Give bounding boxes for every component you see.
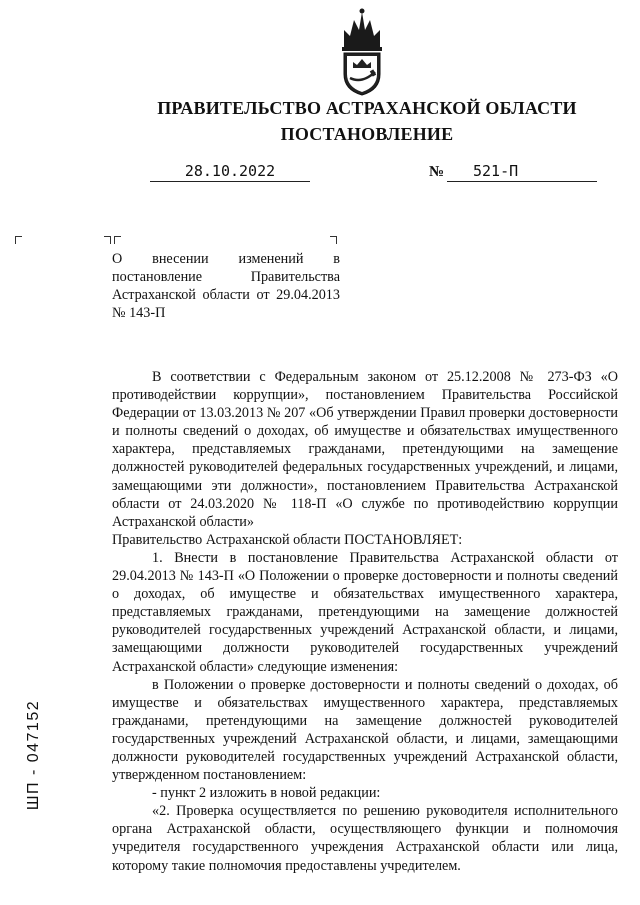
document-subject: О внесении изменений в постановление Правительства Астраханской области от 29.04.2013 № 143-П [112, 251, 340, 321]
organization-name: ПРАВИТЕЛЬСТВО АСТРАХАНСКОЙ ОБЛАСТИ [157, 98, 577, 118]
number-label: № [429, 164, 445, 180]
body-paragraph-2: в Положении о проверке достоверности и полноты сведений о доходах, об имуществе и обязательствах имущественного характера, представляемых гражданами, претендующими на замещение должностей руководителей государственных учреждений Астраханской области, и лицами, замещающими должности руководителей государственных учреждений Астраханской области, утвержденном постановлением: [112, 676, 618, 784]
body-paragraph-4: «2. Проверка осуществляется по решению руководителя исполнительного органа Астраханской области, осуществляющего функции и полномочия учредителя государственного учреждения Астраханской области или лица, которому такие полномочия предоставлены учредителем. [112, 803, 618, 874]
preamble-paragraph: В соответствии с Федеральным законом от 25.12.2008 № 273-ФЗ «О противодействии коррупции», постановлением Правительства Российской Федерации от 13.03.2013 № 207 «Об утверждении Правил проверки достоверности и полноты сведений о доходах, об имуществе и обязательствах имущественного характера, представляемых гражданами, претендующими на замещение должностей руководителей федеральных государственных учреждений, и лицами, замещающими эти должности», постановлением Правительства Астраханской области от 24.03.2020 № 118-П «О службе по противодействию коррупции Астраханской области» [112, 369, 618, 530]
left-margin-corner-mark [15, 236, 22, 244]
document-number: 521-П [447, 162, 597, 182]
subject-corner-top-left [104, 236, 111, 244]
document-type-title: ПОСТАНОВЛЕНИЕ [280, 124, 454, 144]
body-paragraph-1: 1. Внести в постановление Правительства Астраханской области от 29.04.2013 № 143-П «О Положении о проверке достоверности и полноты сведений о доходах, об имуществе и обязательствах имущественного характера, представляемых гражданами, претендующими на замещение должностей руководителей государственных учреждений Астраханской области, и лицами, замещающими должности руководителей государственных учреждений Астраханской области» следующие изменения: [112, 549, 618, 675]
side-serial-stamp: ШП - 047152 [25, 699, 42, 811]
subject-corner-top-left-inner [114, 236, 121, 244]
coat-of-arms-emblem [338, 8, 386, 96]
document-body [112, 368, 618, 875]
body-paragraph-3: - пункт 2 изложить в новой редакции: [152, 785, 381, 802]
resolution-line: Правительство Астраханской области ПОСТАНОВЛЯЕТ: [112, 531, 463, 548]
subject-corner-top-right [330, 236, 337, 244]
document-date: 28.10.2022 [150, 162, 310, 182]
